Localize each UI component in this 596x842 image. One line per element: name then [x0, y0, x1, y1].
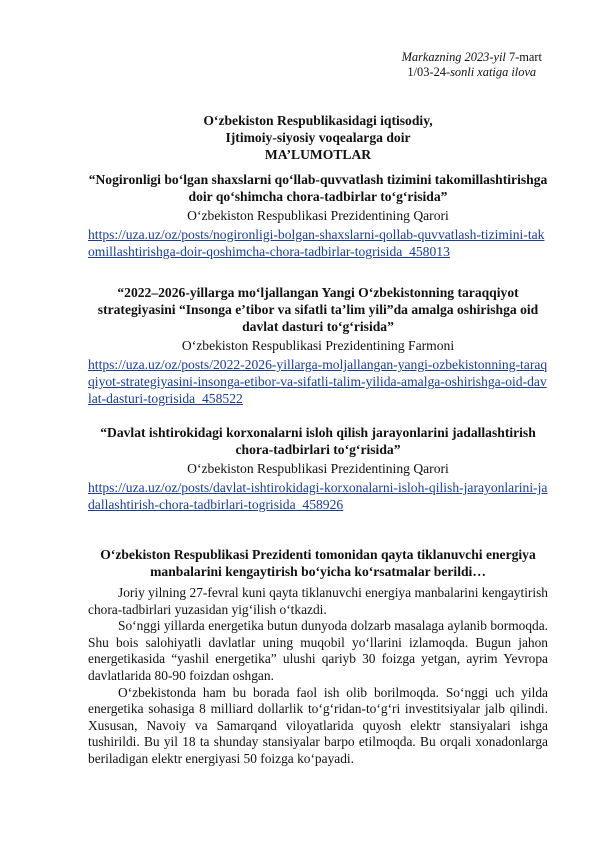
document-entry-2 [88, 284, 548, 407]
document-heading [88, 112, 548, 163]
document-title: “Davlat ishtirokidagi korxonalarni isloh qilish jarayonlarini jadallashtirish chora-tadbirlari to‘g‘risida” [100, 425, 536, 457]
document-link[interactable]: https://uza.uz/oz/posts/davlat-ishtirokidagi-korxonalarni-isloh-qilish-jarayonlarini-jadallashtirish-chora-tadbirlari-togrisida_458926 [88, 480, 548, 512]
document-type: O‘zbekiston Respublikasi Prezidentining Qarori [187, 461, 449, 476]
document-entry-3 [88, 424, 548, 513]
document-entry-1 [88, 171, 548, 260]
document-link[interactable]: https://uza.uz/oz/posts/nogironligi-bolgan-shaxslarni-qollab-quvvatlash-tizimini-takomillashtirishga-doir-qoshimcha-chora-tadbirlar-togrisida_458013 [88, 227, 545, 259]
news-paragraph-1: Joriy yilning 27-fevral kuni qayta tiklanuvchi energiya manbalarini kengaytirish chora-tadbirlari yuzasidan yig‘ilish o‘tkazdi. [88, 585, 548, 617]
news-body [88, 585, 548, 768]
reference-number-line: 1/03-24-sonli xatiga ilova [407, 65, 537, 79]
document-link[interactable]: https://uza.uz/oz/posts/2022-2026-yillarga-moljallangan-yangi-ozbekistonning-taraqqiyot-strategiyasini-insonga-etibor-va-sifatli-talim-yilida-amalga-oshirishga-oid-davlat-dasturi-togrisida_458522 [88, 357, 548, 406]
reference-date-line: Markazning 2023-yil 7-mart [401, 50, 542, 64]
document-reference-note [402, 50, 542, 80]
news-paragraph-3: O‘zbekistonda ham bu borada faol ish olib borilmoqda. So‘nggi uch yilda energetika sohasiga 8 milliard dollarlik to‘g‘ridan-to‘g‘ri investitsiyalar jalb qilindi. Xususan, Navoiy va Samarqand viloyatlarida quyosh elektr stansiyalari ishga tushirildi. Bu yil 18 ta shunday stansiyalar barpo etilmoqda. Bu orqali xonadonlarga beriladigan elektr energiyasi 50 foizga ko‘payadi. [88, 684, 548, 766]
heading-line-1: O‘zbekiston Respublikasidagi iqtisodiy, [203, 113, 433, 128]
document-type: O‘zbekiston Respublikasi Prezidentining Qarori [187, 208, 449, 223]
heading-line-2: Ijtimoiy-siyosiy voqealarga doir [225, 130, 411, 145]
heading-line-3: MA’LUMOTLAR [264, 147, 372, 162]
document-type: O‘zbekiston Respublikasi Prezidentining Farmoni [181, 338, 455, 353]
news-title: O‘zbekiston Respublikasi Prezidenti tomonidan qayta tiklanuvchi energiya manbalarini kengaytirish bo‘yicha ko‘rsatmalar berildi… [100, 547, 536, 579]
news-paragraph-2: So‘nggi yillarda energetika butun dunyoda dolzarb masalaga aylanib bormoqda. Shu bois salohiyatli davlatlar uning muqobil yo‘llarini izlamoqda. Bugun jahon energetikasida “yashil energetika” ulushi qariyb 30 foizga yetgan, ayrim Yevropa davlatlarida 80-90 foizdan oshgan. [88, 618, 548, 683]
document-title: “2022–2026-yillarga mo‘ljallangan Yangi O‘zbekistonning taraqqiyot strategiyasini “Insonga e’tibor va sifatli ta’lim yili”da amalga oshirishga oid davlat dasturi to‘g‘risida” [97, 285, 539, 334]
document-title: “Nogironligi bo‘lgan shaxslarni qo‘llab-quvvatlash tizimini takomillashtirishga doir qo‘shimcha chora-tadbirlar to‘g‘risida” [88, 172, 548, 204]
